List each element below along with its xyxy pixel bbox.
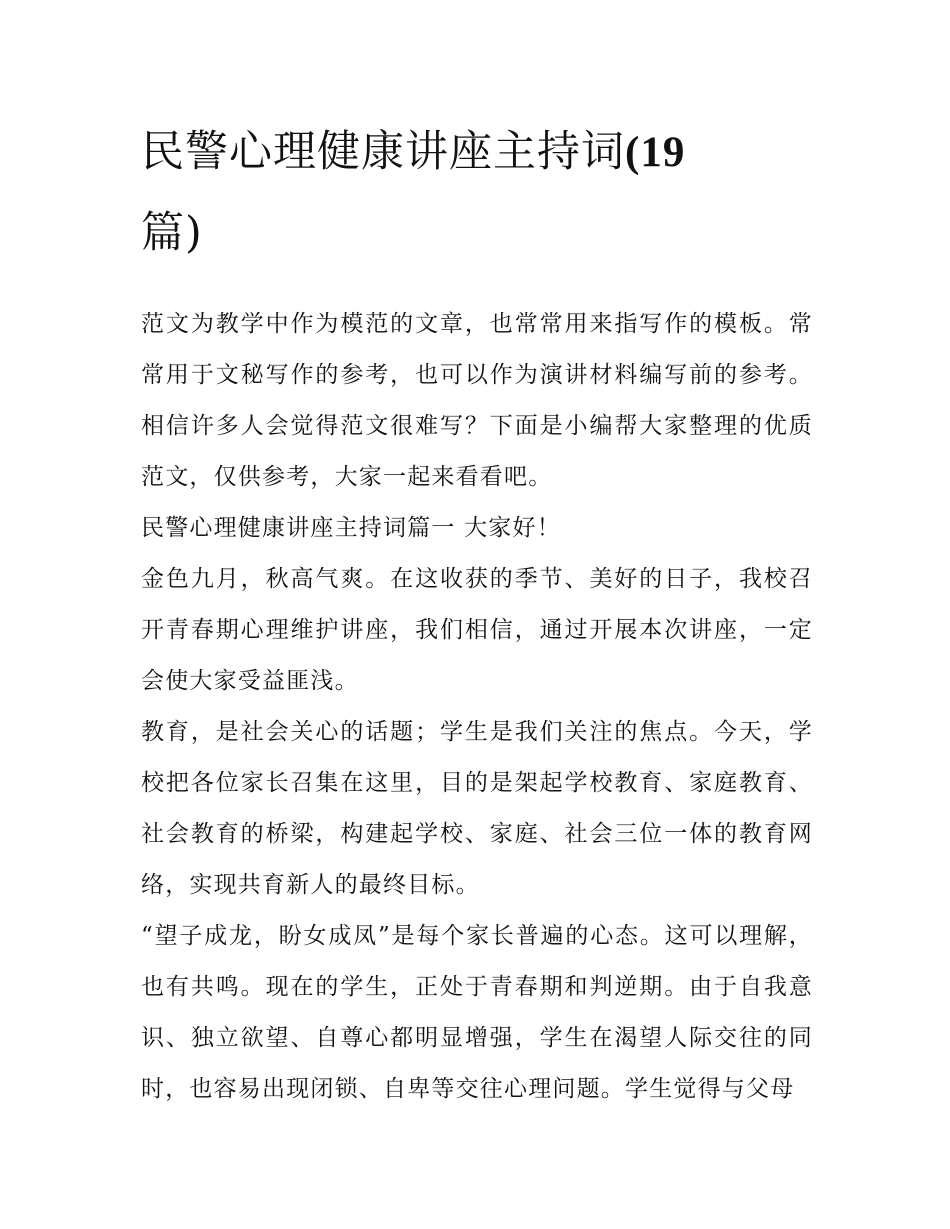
title-main: 民警心理健康讲座主持词 xyxy=(141,127,625,177)
paragraph-greeting: 民警心理健康讲座主持词篇一 大家好！ xyxy=(141,515,561,541)
document-content xyxy=(141,112,813,1115)
paragraph-intro: 范文为教学中作为模范的文章，也常常用来指写作的模板。常常用于文秘写作的参考，也可以作为演讲材料编写前的参考。相信许多人会觉得范文很难写？下面是小编帮大家整理的优质范文，仅供参考，大家一起来看看吧。 xyxy=(141,311,813,490)
page-title xyxy=(141,112,813,273)
paragraph-opening: 金色九月，秋高气爽。在这收获的季节、美好的日子，我校召开青春期心理维护讲座，我们相信，通过开展本次讲座，一定会使大家受益匪浅。 xyxy=(141,566,813,694)
paragraph-parents: “望子成龙，盼女成凤”是每个家长普遍的心态。这可以理解，也有共鸣。现在的学生，正处于青春期和判逆期。由于自我意识、独立欲望、自尊心都明显增强，学生在渴望人际交往的同时，也容易出现闭锁、自卑等交往心理问题。学生觉得与父母 xyxy=(141,923,813,1102)
title-count: (19 xyxy=(625,129,686,176)
document-body xyxy=(141,299,813,1115)
paragraph-education: 教育，是社会关心的话题；学生是我们关注的焦点。今天，学校把各位家长召集在这里，目的是架起学校教育、家庭教育、社会教育的桥梁，构建起学校、家庭、社会三位一体的教育网络，实现共育新人的最终目标。 xyxy=(141,719,813,898)
title-line-2: 篇) xyxy=(141,208,203,258)
